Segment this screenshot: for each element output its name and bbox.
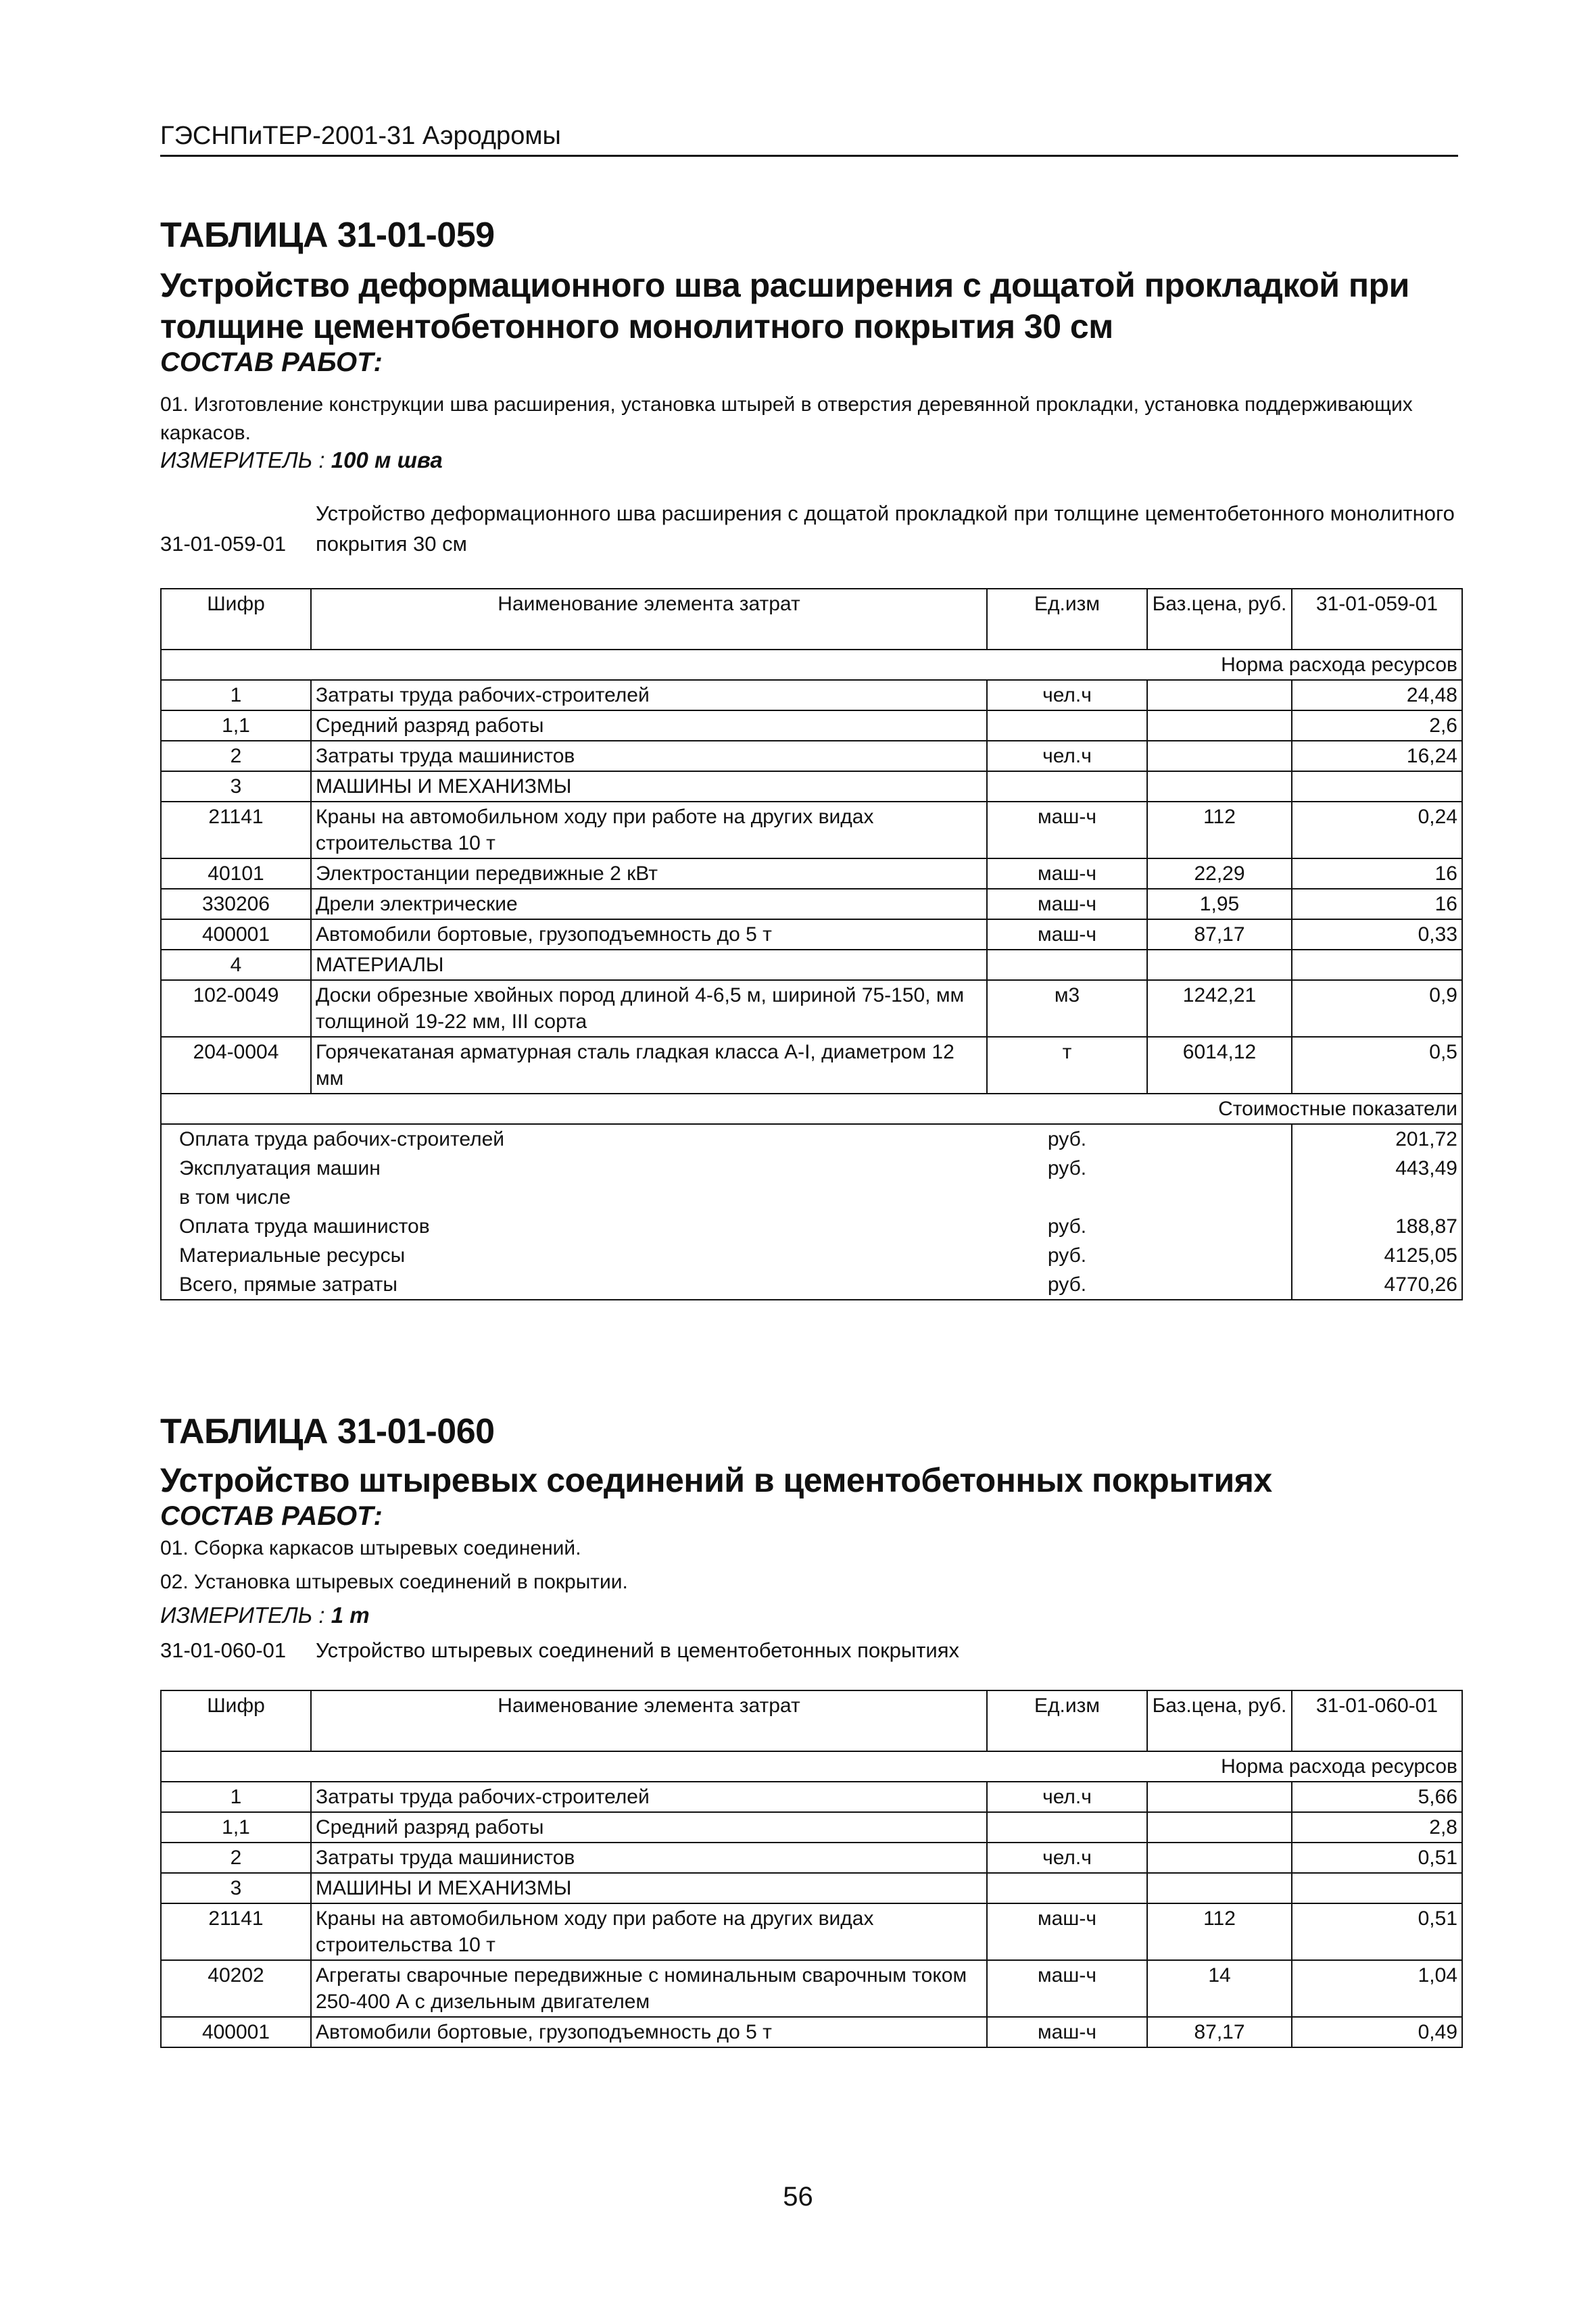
cell-code: 102-0049	[161, 980, 311, 1037]
table2-sostav-label: СОСТАВ РАБОТ:	[160, 1501, 383, 1531]
table1-subtitle-line-2: толщине цементобетонного монолитного покрытия 30 см	[160, 308, 1113, 345]
table1-measure-value: 100 м шва	[331, 447, 443, 472]
summary-price	[1147, 1124, 1292, 1154]
cell-unit: м3	[987, 980, 1147, 1037]
table2-grid	[160, 1690, 1463, 2048]
table2-measure-label: ИЗМЕРИТЕЛЬ :	[160, 1603, 325, 1628]
table1-measure	[160, 447, 1458, 473]
cell-unit: маш-ч	[987, 802, 1147, 858]
table-row	[161, 1812, 1462, 1843]
table-row	[161, 710, 1462, 741]
table1-cost-row	[161, 1094, 1462, 1124]
cell-code: 3	[161, 771, 311, 802]
cell-value: 16,24	[1292, 741, 1462, 771]
page-number: 56	[783, 2182, 813, 2212]
cell-unit: маш-ч	[987, 858, 1147, 889]
table-row	[161, 980, 1462, 1037]
table-row	[161, 919, 1462, 950]
col-header-unit: Ед.изм	[987, 1690, 1147, 1751]
table1-subtitle	[160, 265, 1458, 378]
col-header-name: Наименование элемента затрат	[311, 589, 987, 650]
summary-unit	[987, 1183, 1147, 1212]
table2-measure-value: 1 т	[331, 1603, 370, 1628]
cell-name: Агрегаты сварочные передвижные с номинальным сварочным током 250-400 А с дизельным двигателем	[311, 1960, 987, 2017]
summary-unit: руб.	[1047, 1157, 1087, 1179]
cell-name: Средний разряд работы	[311, 710, 987, 741]
col-header-column: 31-01-059-01	[1292, 589, 1462, 650]
table2-norm-row	[161, 1751, 1462, 1782]
cell-name: МАТЕРИАЛЫ	[311, 950, 987, 980]
table1-header-row	[161, 589, 1462, 650]
cell-name: Доски обрезные хвойных пород длиной 4-6,5 м, шириной 75-150, мм толщиной 19-22 мм, III сорта	[311, 980, 987, 1037]
cell-code: 21141	[161, 1903, 311, 1960]
cell-price: 1,95	[1147, 889, 1292, 919]
table-row	[161, 680, 1462, 710]
table-row	[161, 1037, 1462, 1094]
summary-unit: руб.	[987, 1270, 1147, 1300]
cell-price	[1147, 950, 1292, 980]
table-row	[161, 889, 1462, 919]
cell-code: 400001	[161, 919, 311, 950]
cell-price: 87,17	[1147, 919, 1292, 950]
cell-unit: маш-ч	[987, 1960, 1147, 2017]
summary-name: Эксплуатация машин	[161, 1154, 987, 1183]
table-row	[161, 771, 1462, 802]
cell-price	[1147, 1782, 1292, 1812]
cell-code: 21141	[161, 802, 311, 858]
summary-value	[1292, 1183, 1462, 1212]
table1-sostav-label: СОСТАВ РАБОТ:	[160, 347, 383, 377]
summary-price	[1147, 1212, 1292, 1241]
table1-title: ТАБЛИЦА 31-01-059	[160, 216, 495, 255]
cell-value: 1,04	[1292, 1960, 1462, 2017]
summary-row	[161, 1183, 1462, 1212]
cell-price	[1147, 710, 1292, 741]
cell-value: 0,51	[1292, 1903, 1462, 1960]
table2-work-list	[160, 1532, 1458, 1632]
table-row	[161, 1903, 1462, 1960]
cell-price	[1147, 1812, 1292, 1843]
summary-name: Всего, прямые затраты	[161, 1270, 987, 1300]
summary-price	[1147, 1241, 1292, 1270]
table2-title: ТАБЛИЦА 31-01-060	[160, 1412, 495, 1451]
cell-value	[1292, 950, 1462, 980]
cell-code: 2	[161, 1843, 311, 1873]
cell-unit: чел.ч	[987, 741, 1147, 771]
cell-code: 40202	[161, 1960, 311, 2017]
cell-code: 1,1	[161, 1812, 311, 1843]
summary-value: 4770,26	[1292, 1270, 1462, 1300]
cell-name: Средний разряд работы	[311, 1812, 987, 1843]
table-row	[161, 1843, 1462, 1873]
summary-name: Материальные ресурсы	[161, 1241, 987, 1270]
table2-subtitle-line-1: Устройство штыревых соединений в цементобетонных покрытиях	[160, 1461, 1272, 1499]
cell-price: 112	[1147, 1903, 1292, 1960]
summary-value: 443,49	[1292, 1154, 1462, 1183]
summary-row	[161, 1212, 1462, 1241]
cell-price	[1147, 771, 1292, 802]
table2-header-row	[161, 1690, 1462, 1751]
cell-name: Затраты труда рабочих-строителей	[311, 1782, 987, 1812]
col-header-code: Шифр	[161, 589, 311, 650]
table-row	[161, 1782, 1462, 1812]
cell-code: 1,1	[161, 710, 311, 741]
cell-value: 24,48	[1292, 680, 1462, 710]
summary-unit: руб.	[1047, 1215, 1087, 1238]
table1-item-code: 31-01-059-01	[160, 531, 287, 556]
summary-name: Оплата труда рабочих-строителей	[161, 1124, 987, 1154]
table2-item-code: 31-01-060-01	[160, 1638, 287, 1662]
table-row	[161, 950, 1462, 980]
norm-spacer	[161, 650, 1147, 680]
cell-code: 40101	[161, 858, 311, 889]
cell-code: 3	[161, 1873, 311, 1903]
table2-heading	[160, 1411, 1458, 1452]
cell-value: 0,49	[1292, 2017, 1462, 2047]
cell-name: Затраты труда рабочих-строителей	[311, 680, 987, 710]
cell-price	[1147, 1873, 1292, 1903]
norm-label: Норма расхода ресурсов	[1147, 1751, 1462, 1782]
cell-unit	[987, 710, 1147, 741]
cell-unit: маш-ч	[987, 919, 1147, 950]
cell-name: МАШИНЫ И МЕХАНИЗМЫ	[311, 1873, 987, 1903]
summary-unit: руб.	[1047, 1128, 1087, 1150]
cell-value: 16	[1292, 858, 1462, 889]
col-header-name: Наименование элемента затрат	[311, 1690, 987, 1751]
cell-unit	[987, 950, 1147, 980]
summary-price	[1147, 1183, 1292, 1212]
table-row	[161, 1873, 1462, 1903]
table1-item-text: Устройство деформационного шва расширения с дощатой прокладкой при толщине цементобетонного монолитного покрытия 30 см	[316, 502, 1455, 556]
cell-name: Электростанции передвижные 2 кВт	[311, 858, 987, 889]
summary-value: 4125,05	[1292, 1241, 1462, 1270]
table-row	[161, 802, 1462, 858]
summary-name: в том числе	[161, 1183, 987, 1212]
cell-value	[1292, 771, 1462, 802]
table-row	[161, 2017, 1462, 2047]
norm-label: Норма расхода ресурсов	[1147, 650, 1462, 680]
table-row	[161, 741, 1462, 771]
cell-code: 1	[161, 1782, 311, 1812]
cell-code: 330206	[161, 889, 311, 919]
cell-value: 0,9	[1292, 980, 1462, 1037]
cell-value: 0,51	[1292, 1843, 1462, 1873]
cell-code: 4	[161, 950, 311, 980]
cell-name: Затраты труда машинистов	[311, 741, 987, 771]
cell-price: 87,17	[1147, 2017, 1292, 2047]
cell-unit: маш-ч	[987, 2017, 1147, 2047]
cell-price: 1242,21	[1147, 980, 1292, 1037]
norm-spacer	[161, 1751, 1147, 1782]
summary-row	[161, 1270, 1462, 1300]
cell-name: Автомобили бортовые, грузоподъемность до 5 т	[311, 2017, 987, 2047]
cost-label: Стоимостные показатели	[1147, 1094, 1462, 1124]
col-header-code: Шифр	[161, 1690, 311, 1751]
cell-value: 0,24	[1292, 802, 1462, 858]
col-header-unit: Ед.изм	[987, 589, 1147, 650]
cell-unit: чел.ч	[987, 1782, 1147, 1812]
cell-value: 2,6	[1292, 710, 1462, 741]
col-header-price: Баз.цена, руб.	[1147, 589, 1292, 650]
cell-name: Краны на автомобильном ходу при работе на других видах строительства 10 т	[311, 802, 987, 858]
table2-item-text: Устройство штыревых соединений в цементобетонных покрытиях	[316, 1638, 960, 1662]
table2-measure	[160, 1599, 1458, 1632]
cell-price: 14	[1147, 1960, 1292, 2017]
running-header: ГЭСНПиТЕР-2001-31 Аэродромы	[160, 122, 1458, 157]
cell-value: 0,33	[1292, 919, 1462, 950]
cell-code: 400001	[161, 2017, 311, 2047]
cell-code: 1	[161, 680, 311, 710]
cell-value: 2,8	[1292, 1812, 1462, 1843]
col-header-column: 31-01-060-01	[1292, 1690, 1462, 1751]
cell-price	[1147, 741, 1292, 771]
summary-price	[1147, 1270, 1292, 1300]
cell-unit: маш-ч	[987, 889, 1147, 919]
cell-unit: чел.ч	[987, 680, 1147, 710]
summary-value: 201,72	[1292, 1124, 1462, 1154]
table1-item-line	[160, 499, 1458, 560]
table1-norm-row	[161, 650, 1462, 680]
table1-subtitle-line-1: Устройство деформационного шва расширения с дощатой прокладкой при	[160, 266, 1409, 304]
cell-name: Краны на автомобильном ходу при работе на других видах строительства 10 т	[311, 1903, 987, 1960]
cell-price: 6014,12	[1147, 1037, 1292, 1094]
summary-name: Оплата труда машинистов	[161, 1212, 987, 1241]
cell-unit: т	[987, 1037, 1147, 1094]
col-header-price: Баз.цена, руб.	[1147, 1690, 1292, 1751]
table1-measure-label: ИЗМЕРИТЕЛЬ :	[160, 447, 325, 472]
cell-price	[1147, 1843, 1292, 1873]
cell-price	[1147, 680, 1292, 710]
cell-name: Затраты труда машинистов	[311, 1843, 987, 1873]
cost-spacer	[161, 1094, 1147, 1124]
cell-unit: маш-ч	[987, 1903, 1147, 1960]
table-row	[161, 1960, 1462, 2017]
table2-item-line	[160, 1636, 1458, 1666]
summary-unit: руб.	[1047, 1244, 1087, 1267]
summary-row	[161, 1241, 1462, 1270]
cell-code: 2	[161, 741, 311, 771]
cell-code: 204-0004	[161, 1037, 311, 1094]
table2-work-item-1: 01. Сборка каркасов штыревых соединений.	[160, 1537, 581, 1559]
cell-name: Горячекатаная арматурная сталь гладкая класса А-I, диаметром 12 мм	[311, 1037, 987, 1094]
cell-unit	[987, 1812, 1147, 1843]
summary-price	[1147, 1154, 1292, 1183]
cell-value: 5,66	[1292, 1782, 1462, 1812]
cell-price: 22,29	[1147, 858, 1292, 889]
table1-work-list	[160, 391, 1458, 473]
cell-name: Дрели электрические	[311, 889, 987, 919]
cell-value	[1292, 1873, 1462, 1903]
cell-unit: чел.ч	[987, 1843, 1147, 1873]
table2-subtitle	[160, 1460, 1458, 1532]
cell-name: МАШИНЫ И МЕХАНИЗМЫ	[311, 771, 987, 802]
summary-row	[161, 1154, 1462, 1183]
table1-work-item: 01. Изготовление конструкции шва расширения, установка штырей в отверстия деревянной прокладки, установка поддерживающих каркасов.	[160, 393, 1413, 444]
table1-grid	[160, 588, 1463, 1300]
summary-row	[161, 1124, 1462, 1154]
cell-value: 0,5	[1292, 1037, 1462, 1094]
cell-value: 16	[1292, 889, 1462, 919]
summary-value: 188,87	[1292, 1212, 1462, 1241]
cell-name: Автомобили бортовые, грузоподъемность до 5 т	[311, 919, 987, 950]
table1-heading	[160, 215, 1458, 255]
cell-unit	[987, 1873, 1147, 1903]
cell-price: 112	[1147, 802, 1292, 858]
table2-work-item-2: 02. Установка штыревых соединений в покрытии.	[160, 1570, 628, 1593]
cell-unit	[987, 771, 1147, 802]
table-row	[161, 858, 1462, 889]
